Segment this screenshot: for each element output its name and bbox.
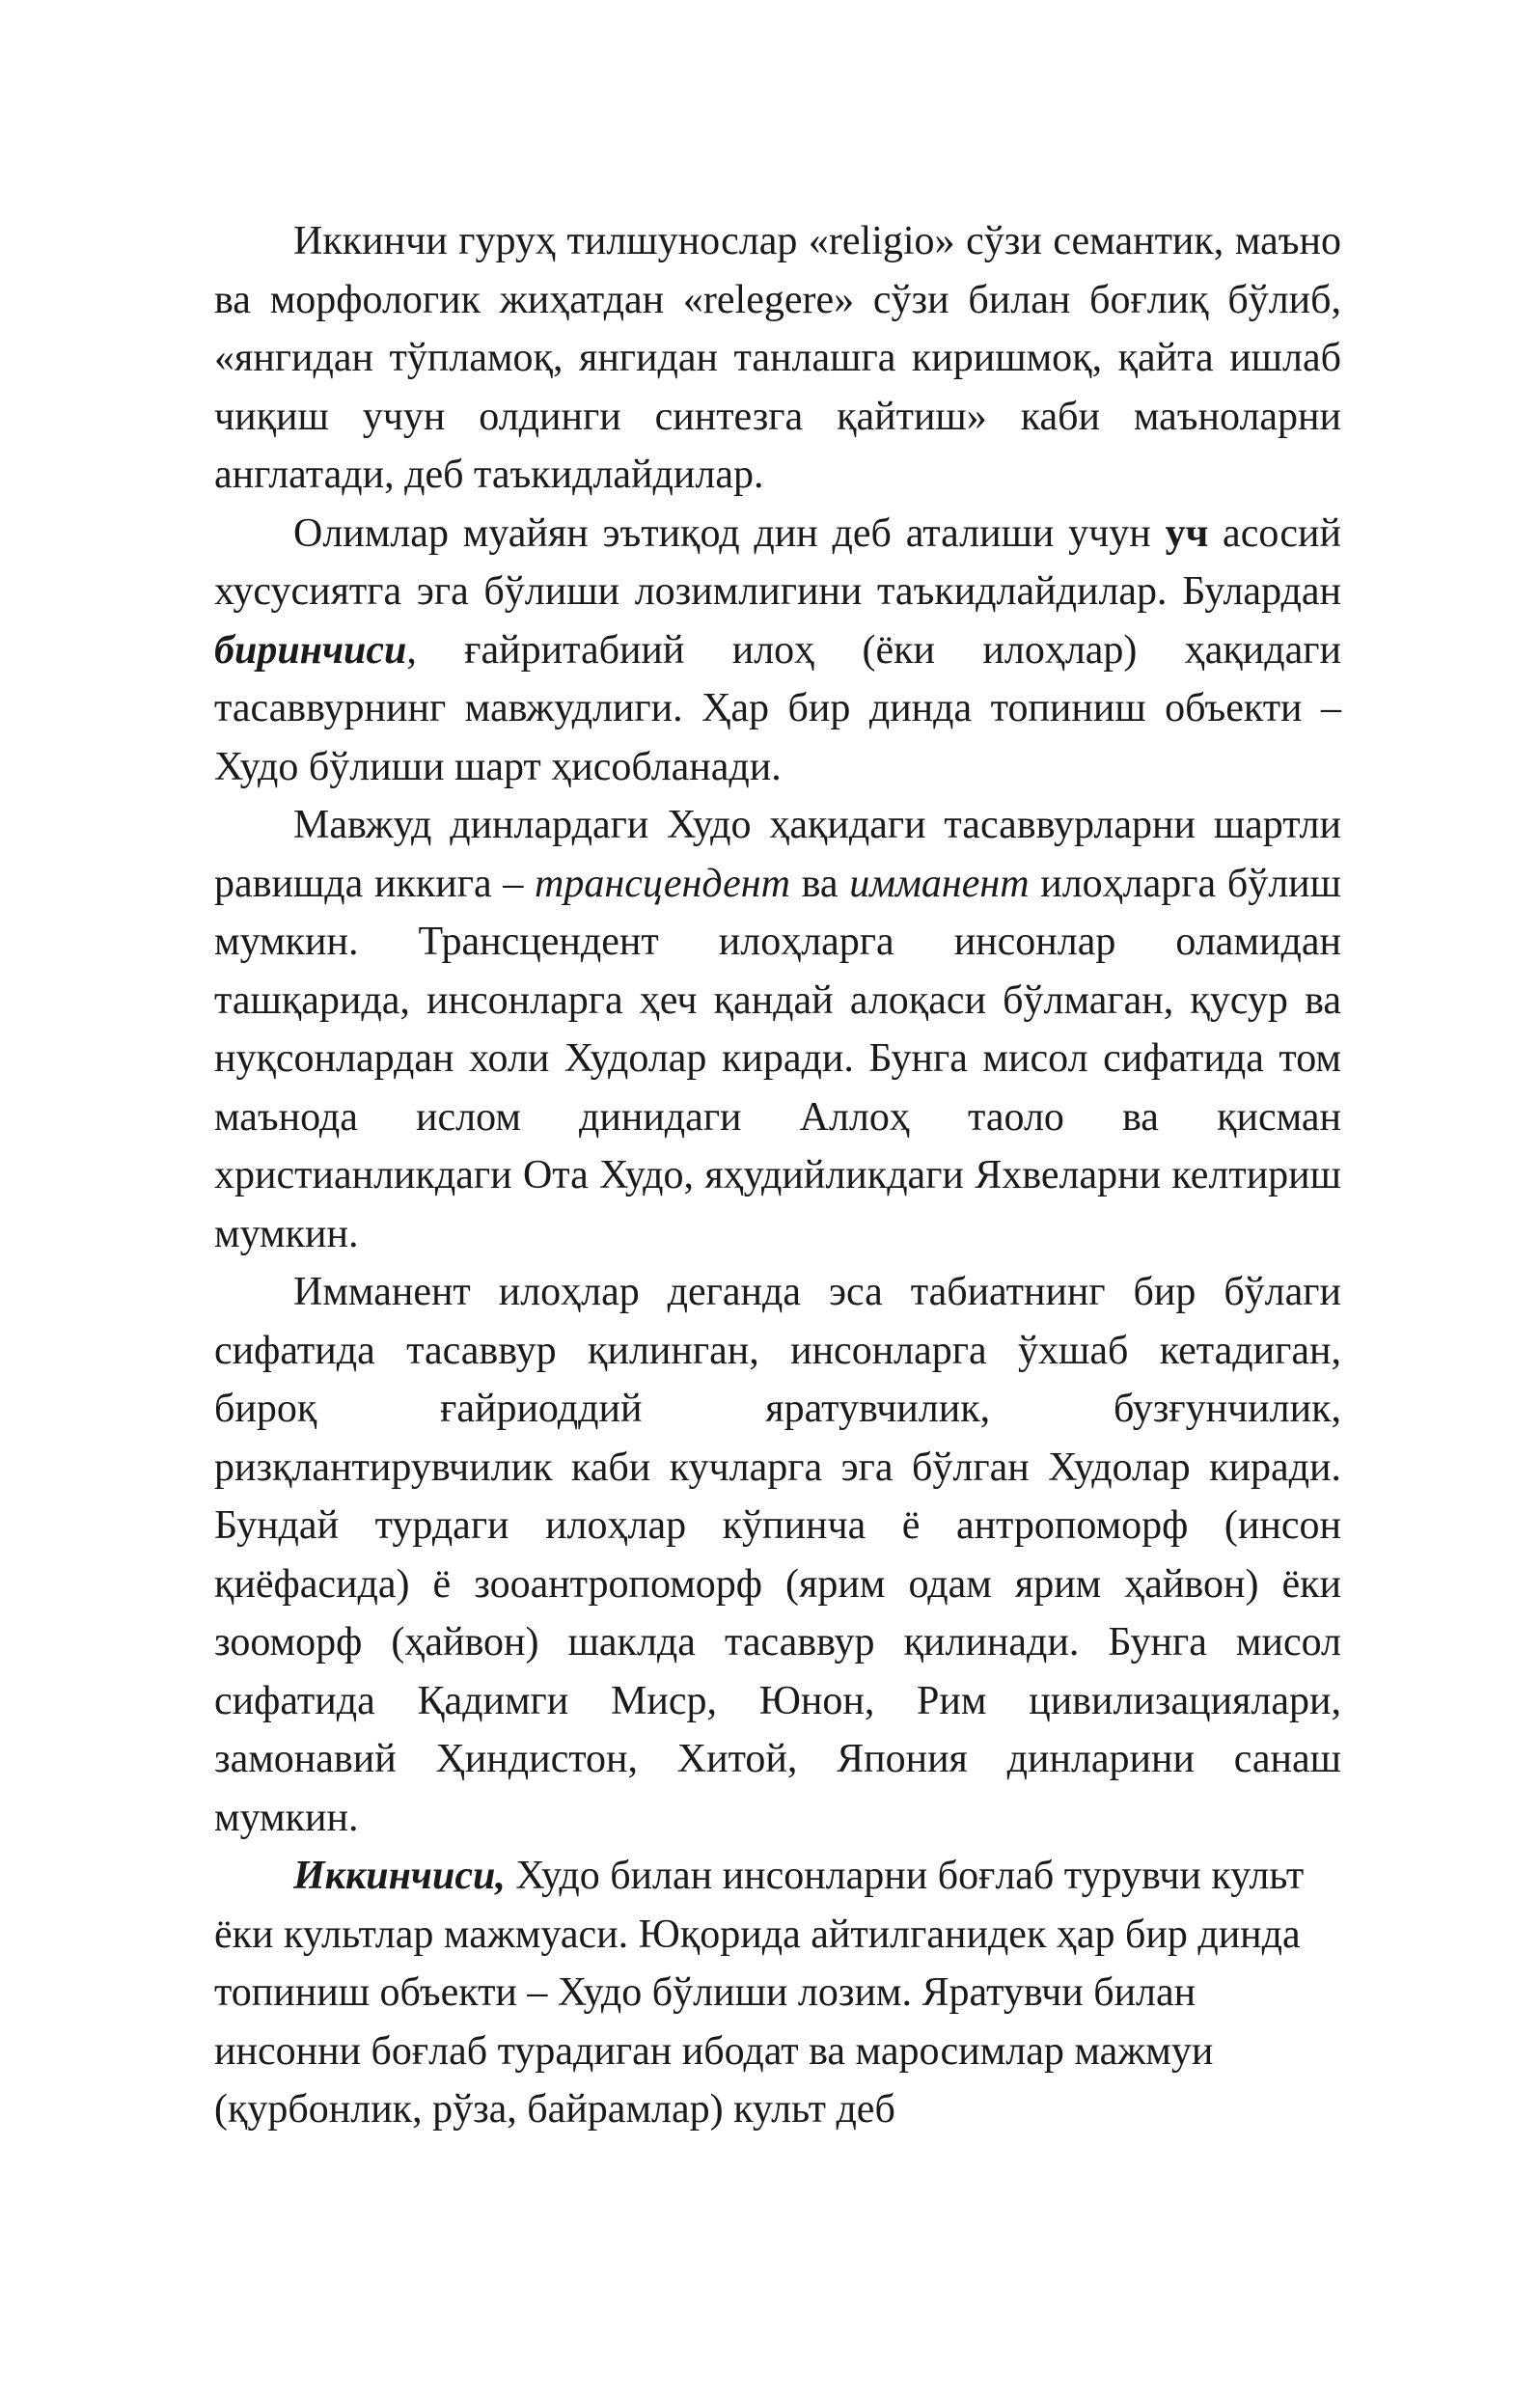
paragraph-cult [214, 1847, 1341, 2139]
paragraph-text: Мавжуд динлардаги Худо ҳақидаги тасаввурларни шартли равишда иккига – [214, 803, 1341, 906]
emphasis-italic: трансцендент [535, 861, 790, 906]
paragraph-transcendent-immanent [214, 796, 1341, 1263]
emphasis-bold-italic: биринчиси [214, 627, 407, 673]
paragraph-text: Олимлар муайян эътиқод дин деб аталиши учун [293, 510, 1166, 556]
paragraph-text: , ғайритабиий илоҳ (ёки илоҳлар) ҳақидаги тасаввурнинг мавжудлиги. Ҳар бир динда топиниш объекти – Худо бўлиши шарт ҳисобланади. [214, 627, 1341, 789]
emphasis-italic: имманент [849, 861, 1030, 906]
emphasis-bold: уч [1165, 510, 1209, 556]
emphasis-bold-italic: Иккинчиси, [293, 1854, 506, 1898]
paragraph-text: Иккинчи гуруҳ тилшунослар «religio» сўзи семантик, маъно ва морфологик жиҳатдан «relegere» сўзи билан боғлиқ бўлиб, «янгидан тўпламоқ, янгидан танлашга киришмоқ, қайта ишлаб чиқиш учун олдинги синтезга қайтиш» каби маъноларни англатади, деб таъкидлайдилар. [214, 219, 1341, 497]
paragraph-religio-etymology [214, 212, 1341, 505]
paragraph-text: Худо билан инсонларни боғлаб турувчи культ ёки культлар мажмуаси. Юқорида айтилганидек ҳар бир динда топиниш объекти – Худо бўлиши лозим. Яратувчи билан инсонни боғлаб турадиган ибодат ва маросимлар мажмуи (қурбонлик, рўза, байрамлар) культ деб [214, 1854, 1305, 2132]
paragraph-three-features [214, 505, 1341, 797]
paragraph-text: ва [789, 861, 850, 906]
paragraph-immanent-gods [214, 1263, 1341, 1847]
paragraph-text: илоҳларга бўлиш мумкин. Трансцендент илоҳларга инсонлар оламидан ташқарида, инсонларга ҳеч қандай алоқаси бўлмаган, қусур ва нуқсонлардан холи Худолар киради. Бунга мисол сифатида том маънода ислом динидаги Аллоҳ таоло ва қисман христианликдаги Ота Худо, яҳудийликдаги Яхвеларни келтириш мумкин. [214, 861, 1341, 1256]
paragraph-text: Имманент илоҳлар деганда эса табиатнинг бир бўлаги сифатида тасаввур қилинган, инсонларга ўхшаб кетадиган, бироқ ғайриоддий яратувчилик, бузғунчилик, ризқлантирувчилик каби кучларга эга бўлган Худолар киради. Бундай турдаги илоҳлар кўпинча ё антропоморф (инсон қиёфасида) ё зооантропоморф (ярим одам ярим ҳайвон) ёки зооморф (ҳайвон) шаклда тасаввур қилинади. Бунга мисол сифатида Қадимги Миср, Юнон, Рим цивилизациялари, замонавий Ҳиндистон, Хитой, Япония динларини санаш мумкин. [214, 1270, 1341, 1840]
document-page [214, 212, 1341, 2139]
paragraph-text: асосий хусусиятга эга бўлиши лозимлигини таъкидлайдилар. Булардан [214, 510, 1341, 614]
